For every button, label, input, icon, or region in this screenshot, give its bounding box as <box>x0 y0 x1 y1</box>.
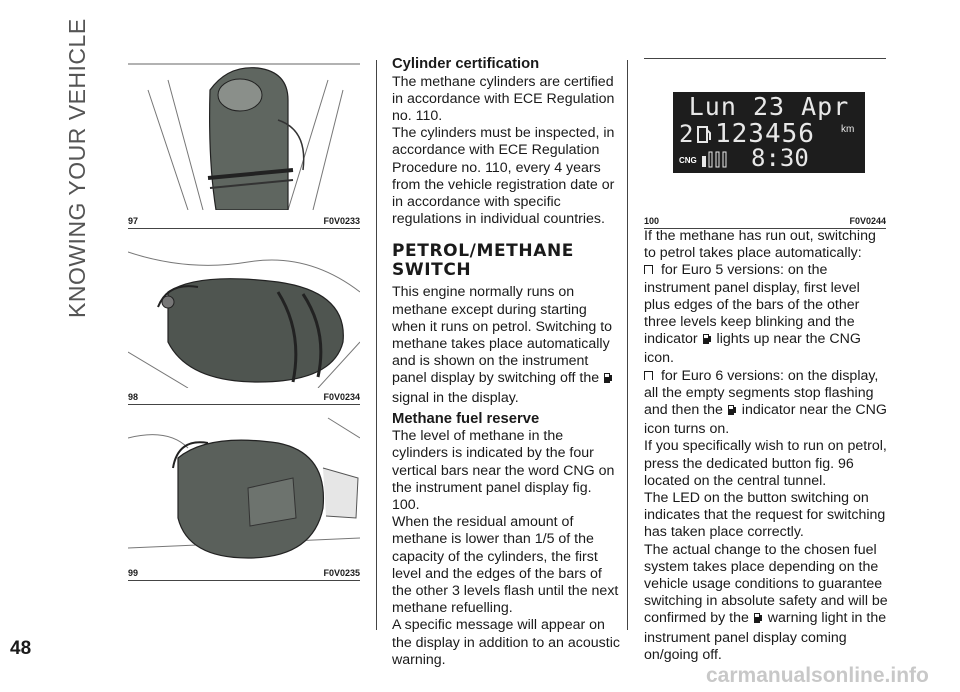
display-gear: 2 <box>679 120 694 148</box>
figure-number: 100 <box>644 216 660 226</box>
section-title <box>64 18 104 320</box>
cng-indicator-icon <box>603 371 614 389</box>
caption-rule <box>128 228 360 229</box>
text-run: for Euro 6 versions: on the display, all the empty segments stop flashing and then the <box>644 367 879 419</box>
cng-indicator-icon <box>727 403 738 421</box>
paragraph: The cylinders must be inspected, in accordance with ECE Regulation Procedure no. 110, every 4 years from the vehicle registration date or in accordance with specific regulations in individual countries. <box>392 125 615 228</box>
text-run: for Euro 5 versions: on the instrument panel display, first level plus edges of the bars of the other three levels keep blinking and the indicator <box>644 262 860 348</box>
cng-indicator-icon <box>702 332 713 350</box>
text-run: indicator near the CNG icon turns on. <box>644 402 887 438</box>
heading-cylinder-certification: Cylinder certification <box>392 56 540 72</box>
figure-97-caption <box>128 216 360 226</box>
figure-code: F0V0234 <box>323 392 360 402</box>
figure-code: F0V0244 <box>849 216 886 226</box>
paragraph: The LED on the button switching on indicates that the request for switching has taken place correctly. <box>644 490 886 541</box>
figure-98-caption <box>128 392 360 402</box>
figure-100-caption <box>644 216 886 226</box>
bullet-icon <box>644 265 653 274</box>
display-fuel-pump-icon <box>697 124 711 149</box>
heading-methane-fuel-reserve: Methane fuel reserve <box>392 410 540 427</box>
figure-code: F0V0235 <box>323 568 360 578</box>
figure-99-caption <box>128 568 360 578</box>
figure-code: F0V0233 <box>323 216 360 226</box>
display-odometer-unit: km <box>841 124 855 135</box>
column-divider-1 <box>376 60 377 630</box>
display-cng-level-bars <box>701 150 731 173</box>
watermark: carmanualsonline.info <box>706 664 929 687</box>
figure-number: 99 <box>128 568 139 578</box>
text-run: This engine normally runs on methane except during starting when it runs on petrol. Switching to methane takes place automatically and is shown on the instrument panel display by switching off the <box>392 284 613 387</box>
column-divider-2 <box>627 60 628 630</box>
paragraph: A specific message will appear on the display in addition to an acoustic warning. <box>392 617 620 668</box>
paragraph: If the methane has run out, switching to petrol takes place automatically: <box>644 228 876 262</box>
display-date: Lun 23 Apr <box>688 92 850 121</box>
section-title-text: KNOWING YOUR VEHICLE <box>64 18 90 318</box>
figure-number: 98 <box>128 392 139 402</box>
heading-line: SWITCH <box>392 260 472 281</box>
paragraph: The level of methane in the cylinders is indicated by the four vertical bars near the word CNG on the instrument panel display fig. 100. <box>392 428 615 514</box>
paragraph <box>392 284 620 406</box>
caption-rule <box>128 580 360 581</box>
cng-warning-light-icon <box>753 611 764 629</box>
figure-98-image <box>128 232 360 388</box>
text-run: lights up near the CNG icon. <box>644 331 861 367</box>
paragraph <box>644 542 888 664</box>
display-odometer: 123456 <box>715 119 815 149</box>
paragraph: When the residual amount of methane is lower than 1/5 of the capacity of the cylinders, the first level and the edges of the bars of the other 3 levels flash until the next methane refuelling. <box>392 514 619 617</box>
paragraph: If you specifically wish to run on petrol, press the dedicated button fig. 96 located on the central tunnel. <box>644 438 887 489</box>
bullet-item <box>644 368 888 439</box>
figure-97-image <box>128 60 360 210</box>
bullet-icon <box>644 371 653 380</box>
text-run: The actual change to the chosen fuel system takes place depending on the vehicle usage conditions to guarantee switching in absolute safety and will be confirmed by the <box>644 541 888 627</box>
heading-petrol-methane-switch <box>392 242 620 280</box>
figure-100-top-rule <box>644 58 886 59</box>
heading-line: PETROL/METHANE <box>392 241 575 262</box>
text-run: signal in the display. <box>392 389 519 406</box>
column-2-text <box>392 56 620 669</box>
display-cng-label: CNG <box>679 156 697 165</box>
figure-number: 97 <box>128 216 139 226</box>
text-run: warning light in the instrument panel display coming on/going off. <box>644 610 887 663</box>
figure-99-image <box>128 408 360 564</box>
column-3-text <box>644 228 888 664</box>
page-number: 48 <box>10 638 32 659</box>
paragraph: The methane cylinders are certified in accordance with ECE Regulation no. 110. <box>392 73 615 124</box>
display-time: 8:30 <box>751 144 809 172</box>
caption-rule <box>128 404 360 405</box>
bullet-item <box>644 262 888 367</box>
figure-100-display-image <box>673 92 865 173</box>
